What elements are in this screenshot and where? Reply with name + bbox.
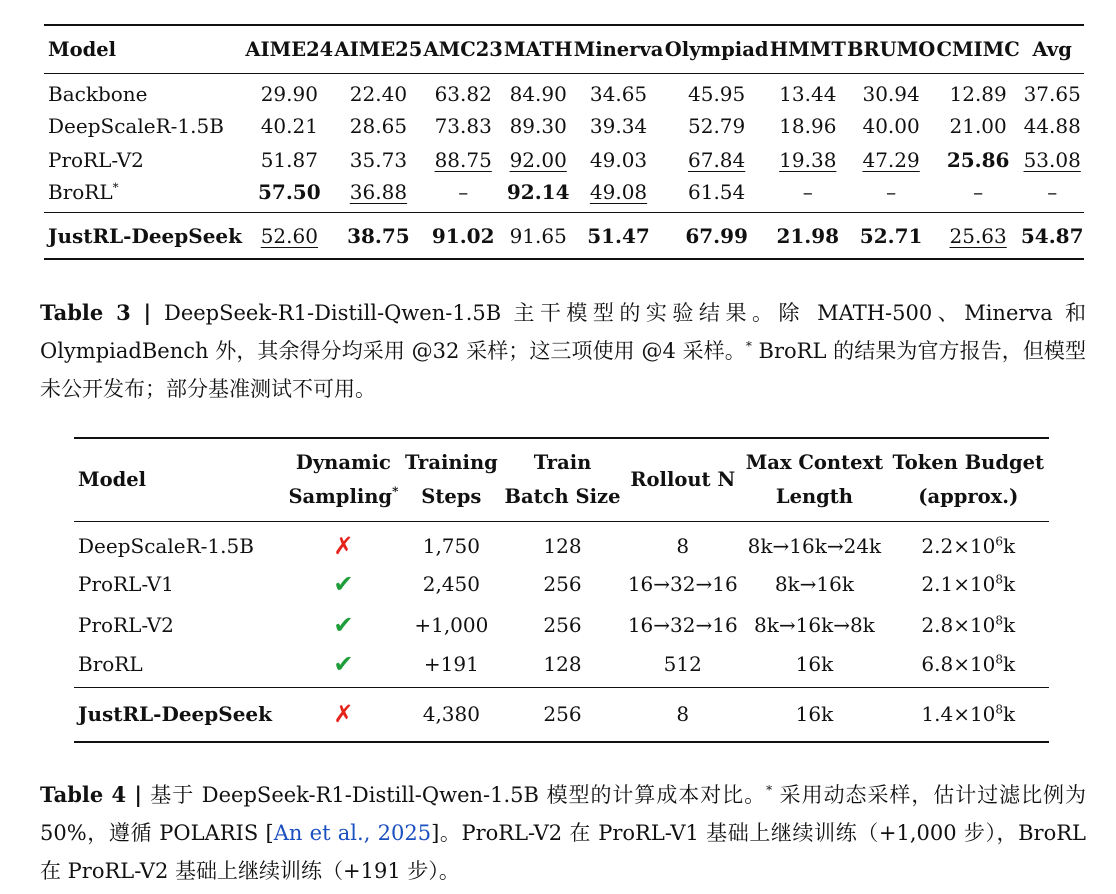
results-table-final (44, 212, 1084, 259)
header-line1: Train (533, 451, 592, 474)
score-value: 89.30 (509, 113, 567, 138)
dynamic-sampling-cell (285, 646, 402, 688)
rollout-cell: 8 (676, 702, 690, 727)
column-header: AIME25 (334, 38, 423, 61)
token-budget-cell (888, 605, 1049, 647)
dynamic-sampling-cell (285, 563, 402, 605)
score-cell (423, 212, 503, 259)
token-budget-cell (888, 522, 1049, 564)
score-cell (1020, 143, 1084, 178)
column-header (402, 438, 501, 522)
rollout-cell: 16→32→16 (627, 613, 738, 638)
score-cell (1020, 108, 1084, 143)
score-cell (245, 108, 334, 143)
column-header: MATH (503, 38, 573, 61)
score-cell (769, 143, 846, 178)
dynamic-sampling-cell (285, 522, 402, 564)
score-value: 39.34 (589, 113, 648, 138)
score-value: 73.83 (434, 113, 492, 138)
score-value: 84.90 (509, 82, 567, 107)
rollout-cell: 16→32→16 (627, 571, 738, 596)
model-name: ProRL-V1 (78, 571, 174, 596)
score-value: 49.08 (589, 179, 648, 204)
column-header: BRUMO (846, 38, 936, 61)
score-cell (423, 74, 503, 109)
column-header: Olympiad (664, 38, 769, 61)
rollout-cell: 512 (663, 651, 702, 676)
steps-cell: 2,450 (422, 571, 480, 596)
header-line2: Length (775, 485, 853, 508)
header-line1: Token Budget (892, 451, 1045, 474)
score-value: 52.71 (859, 223, 923, 248)
score-cell (936, 108, 1021, 143)
model-name (44, 143, 245, 178)
score-cell (1020, 74, 1084, 109)
budget-unit: k (1003, 651, 1016, 676)
cost-table-header (74, 438, 1049, 522)
model-name (44, 212, 245, 259)
score-cell (573, 212, 664, 259)
column-header (74, 438, 285, 522)
model-label: ProRL-V2 (48, 148, 144, 173)
score-value: – (973, 179, 984, 204)
table4-caption-footnote-mark: * (766, 783, 773, 797)
score-cell (936, 212, 1021, 259)
steps-cell: 4,380 (422, 702, 480, 727)
score-value: 38.75 (347, 223, 410, 248)
batch-cell: 256 (543, 571, 582, 596)
column-header: Model (48, 38, 117, 61)
table3-caption-footnote-mark: * (745, 339, 752, 353)
score-cell (1020, 178, 1084, 213)
score-value: 45.95 (688, 82, 746, 107)
score-value: 34.65 (589, 82, 648, 107)
score-value: 19.38 (779, 148, 837, 173)
score-value: 88.75 (434, 148, 492, 173)
footnote-mark: * (112, 180, 119, 194)
score-cell (334, 212, 423, 259)
budget-exponent: 8 (995, 651, 1004, 666)
footnote-mark: * (392, 484, 399, 499)
results-table-header (44, 25, 1084, 74)
table4-caption (40, 776, 1086, 890)
score-cell (573, 178, 664, 213)
table4-caption-text: 基于 DeepSeek-R1-Distill-Qwen-1.5B 模型的计算成本对比。 (150, 783, 767, 807)
score-cell (503, 143, 573, 178)
column-header (501, 438, 624, 522)
score-value: 21.00 (949, 113, 1007, 138)
table-row (44, 178, 1084, 213)
header-line1: Max Context (745, 451, 884, 474)
table-row (44, 143, 1084, 178)
score-value: – (802, 179, 813, 204)
budget-unit: k (1003, 533, 1016, 558)
budget-base: 2.8×10 (921, 613, 996, 638)
model-name (44, 108, 245, 143)
batch-cell: 128 (543, 533, 582, 558)
score-value: 91.02 (431, 223, 495, 248)
column-header: CMIMC (936, 38, 1020, 61)
table3-caption-label: Table 3 (40, 300, 131, 325)
score-cell (664, 108, 769, 143)
score-value: 25.86 (946, 148, 1010, 173)
score-value: – (458, 179, 469, 204)
column-header: HMMT (769, 38, 846, 61)
table-row (44, 74, 1084, 109)
table4-caption-text2: 采用动态采样，估计过滤比例为 50%，遵循 POLARIS [ (40, 783, 1086, 845)
model-label: BroRL (48, 179, 113, 204)
cross-icon: ✗ (333, 700, 354, 729)
score-value: 52.79 (688, 113, 746, 138)
model-name: BroRL (78, 651, 143, 676)
column-header: Minerva (573, 38, 664, 61)
score-cell (573, 74, 664, 109)
score-cell (503, 108, 573, 143)
score-cell (245, 178, 334, 213)
score-cell (503, 74, 573, 109)
header-line2: (approx.) (918, 485, 1019, 508)
cost-table-final (74, 688, 1049, 742)
score-value: 47.29 (862, 148, 920, 173)
steps-cell: +1,000 (414, 613, 489, 638)
score-value: 67.84 (688, 148, 746, 173)
score-cell (769, 212, 846, 259)
column-header: AMC23 (423, 38, 503, 61)
score-value: 37.65 (1023, 82, 1081, 107)
score-value: 40.00 (862, 113, 920, 138)
budget-unit: k (1003, 702, 1016, 727)
citation-link[interactable]: An et al., 2025 (273, 821, 432, 845)
header-line1: Model (78, 468, 147, 491)
score-value: 25.63 (949, 223, 1007, 248)
score-cell (846, 212, 936, 259)
budget-base: 1.4×10 (921, 702, 996, 727)
dynamic-sampling-cell (285, 688, 402, 742)
score-value: – (886, 179, 897, 204)
column-header (888, 438, 1049, 522)
column-header: AIME24 (245, 38, 334, 61)
budget-base: 6.8×10 (921, 651, 996, 676)
budget-exponent: 8 (995, 702, 1004, 717)
score-cell (423, 178, 503, 213)
score-value: 44.88 (1023, 113, 1081, 138)
table3-caption-text: DeepSeek-R1-Distill-Qwen-1.5B 主干模型的实验结果。除 MATH-500、Minerva 和 OlympiadBench 外，其余得分均采用 @32 采样；这三项使用 @4 采样。 (40, 301, 1086, 363)
score-cell (245, 212, 334, 259)
score-cell (846, 108, 936, 143)
context-cell: 16k (795, 651, 834, 676)
context-cell: 8k→16k→8k (754, 613, 875, 638)
score-cell (936, 178, 1021, 213)
model-name (44, 74, 245, 109)
score-cell (846, 74, 936, 109)
table-row-final (74, 688, 1049, 742)
steps-cell: 1,750 (422, 533, 480, 558)
header-line2: Sampling (288, 485, 393, 508)
check-icon: ✔ (333, 649, 354, 678)
header-line2: Steps (421, 485, 482, 508)
score-cell (245, 143, 334, 178)
model-name: JustRL-DeepSeek (78, 702, 273, 727)
model-name: DeepScaleR-1.5B (78, 533, 254, 558)
rollout-cell: 8 (676, 533, 690, 558)
score-cell (423, 143, 503, 178)
cost-table (74, 437, 1049, 743)
score-cell (936, 143, 1021, 178)
header-line2: Batch Size (504, 485, 621, 508)
score-value: 92.00 (509, 148, 567, 173)
score-value: – (1047, 179, 1058, 204)
score-value: 35.73 (349, 148, 408, 173)
model-name: ProRL-V2 (78, 613, 174, 638)
score-cell (769, 74, 846, 109)
table4-caption-label: Table 4 (40, 782, 127, 807)
score-cell (573, 108, 664, 143)
score-value: 22.40 (349, 82, 408, 107)
score-cell (334, 143, 423, 178)
check-icon: ✔ (333, 569, 354, 598)
cross-icon: ✗ (333, 531, 354, 560)
score-cell (769, 108, 846, 143)
score-cell (423, 108, 503, 143)
score-cell (503, 212, 573, 259)
score-value: 51.87 (260, 148, 318, 173)
score-value: 54.87 (1020, 223, 1084, 248)
score-value: 21.98 (776, 223, 840, 248)
score-cell (334, 108, 423, 143)
cost-table-body (74, 522, 1049, 688)
score-value: 61.54 (688, 179, 746, 204)
score-cell (664, 212, 769, 259)
score-cell (245, 74, 334, 109)
results-table-body (44, 74, 1084, 213)
score-cell (664, 178, 769, 213)
table3-caption (40, 294, 1086, 408)
score-value: 67.99 (685, 223, 748, 248)
budget-unit: k (1003, 571, 1016, 596)
column-header (624, 438, 741, 522)
model-label: DeepScaleR-1.5B (48, 113, 224, 138)
token-budget-cell (888, 646, 1049, 688)
context-cell: 8k→16k (774, 571, 854, 596)
table3-caption-text2: BroRL 的结果为官方报告，但模型未公开发布；部分基准测试不可用。 (40, 339, 1086, 401)
budget-unit: k (1003, 613, 1016, 638)
score-cell (664, 74, 769, 109)
score-value: 12.89 (949, 82, 1007, 107)
score-value: 13.44 (779, 82, 837, 107)
header-line1: Dynamic (295, 451, 391, 474)
table-row (74, 646, 1049, 688)
score-value: 18.96 (779, 113, 837, 138)
budget-exponent: 6 (995, 533, 1004, 548)
table-row (44, 108, 1084, 143)
table4-caption-separator: | (126, 782, 151, 807)
steps-cell: +191 (423, 651, 479, 676)
budget-base: 2.1×10 (921, 571, 996, 596)
score-cell (334, 74, 423, 109)
score-cell (846, 143, 936, 178)
score-cell (846, 178, 936, 213)
column-header (741, 438, 887, 522)
token-budget-cell (888, 688, 1049, 742)
model-label: JustRL-DeepSeek (48, 223, 243, 248)
batch-cell: 256 (543, 702, 582, 727)
score-value: 36.88 (349, 179, 408, 204)
score-value: 40.21 (260, 113, 318, 138)
table3-caption-separator: | (130, 300, 164, 325)
budget-base: 2.2×10 (921, 533, 996, 558)
batch-cell: 256 (543, 613, 582, 638)
score-cell (769, 178, 846, 213)
token-budget-cell (888, 563, 1049, 605)
score-value: 30.94 (862, 82, 920, 107)
table-row (74, 605, 1049, 647)
context-cell: 8k→16k→24k (747, 533, 882, 558)
score-cell (503, 178, 573, 213)
header-line1: Rollout N (630, 468, 736, 491)
score-value: 49.03 (589, 148, 648, 173)
score-value: 63.82 (434, 82, 492, 107)
score-cell (664, 143, 769, 178)
column-header: Avg (1032, 38, 1072, 61)
score-value: 57.50 (258, 179, 321, 204)
model-name (44, 178, 245, 213)
score-value: 28.65 (349, 113, 408, 138)
score-cell (334, 178, 423, 213)
table4-caption-text3: ]。ProRL-V2 在 ProRL-V1 基础上继续训练（+1,000 步），BroRL 在 ProRL-V2 基础上继续训练（+191 步）。 (40, 821, 1086, 883)
batch-cell: 128 (543, 651, 582, 676)
context-cell: 16k (795, 702, 834, 727)
budget-exponent: 8 (995, 572, 1004, 587)
check-icon: ✔ (333, 611, 354, 640)
results-table (44, 24, 1084, 260)
dynamic-sampling-cell (285, 605, 402, 647)
model-label: Backbone (48, 82, 148, 107)
score-value: 51.47 (587, 223, 650, 248)
table-row (74, 563, 1049, 605)
score-cell (1020, 212, 1084, 259)
score-value: 29.90 (260, 82, 318, 107)
score-value: 53.08 (1023, 148, 1081, 173)
score-cell (573, 143, 664, 178)
column-header (285, 438, 402, 522)
score-value: 91.65 (509, 223, 567, 248)
score-cell (936, 74, 1021, 109)
table-row (74, 522, 1049, 564)
score-value: 52.60 (260, 223, 318, 248)
table-row-final (44, 212, 1084, 259)
header-line1: Training (404, 451, 498, 474)
score-value: 92.14 (506, 179, 570, 204)
budget-exponent: 8 (995, 613, 1004, 628)
